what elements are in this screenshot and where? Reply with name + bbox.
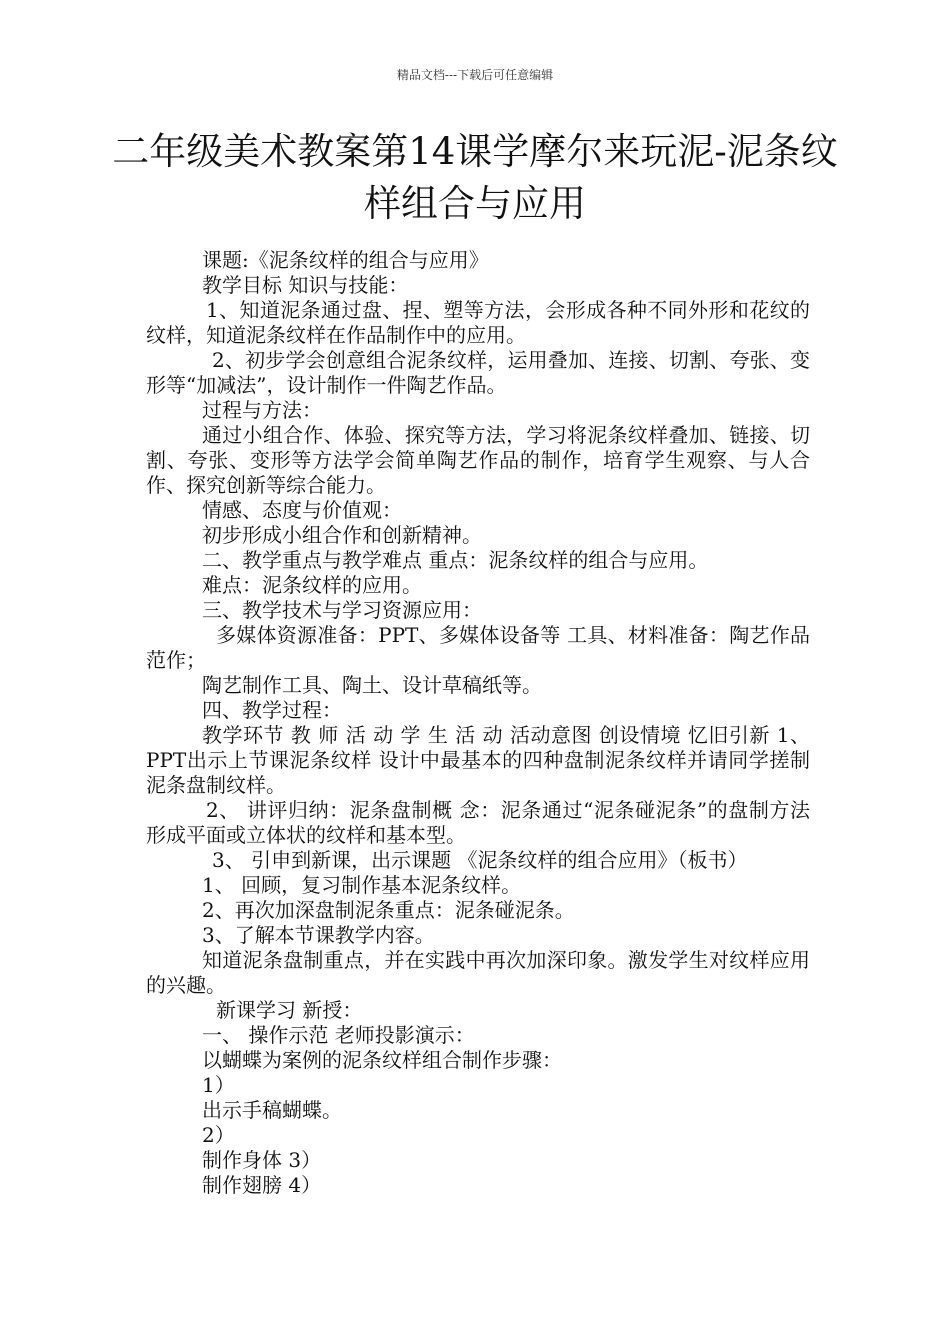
paragraph-activity-1: 教学环节 教 师 活 动 学 生 活 动 活动意图 创设情境 忆旧引新 1、 PPT出示上节课泥条纹样 设计中最基本的四种盘制泥条纹样并请同学搓制泥条盘制纹样。 xyxy=(146,723,810,797)
document-body xyxy=(146,248,810,1198)
paragraph-step-3-text: 制作翅膀 4） xyxy=(202,1173,322,1197)
paragraph-step-2: 2） xyxy=(202,1123,235,1147)
paragraph-review-2: 2、再次加深盘制泥条重点：泥条碰泥条。 xyxy=(202,898,575,922)
paragraph-objective-1: 1、知道泥条通过盘、捏、塑等方法，会形成各种不同外形和花纹的纹样，知道泥条纹样在作品制作中的应用。 xyxy=(146,298,810,347)
paragraph-demo: 一、 操作示范 老师投影演示： xyxy=(202,1023,475,1047)
paragraph-resources-text: 多媒体资源准备：PPT、多媒体设备等 工具、材料准备：陶艺作品范作； xyxy=(146,623,810,672)
paragraph-key-points: 二、教学重点与教学难点 重点：泥条纹样的组合与应用。 xyxy=(202,548,709,572)
paragraph-tools: 陶艺制作工具、陶土、设计草稿纸等。 xyxy=(202,673,542,697)
paragraph-intent: 知道泥条盘制重点，并在实践中再次加深印象。激发学生对纹样应用的兴趣。 xyxy=(146,948,810,997)
paragraph-review-3: 3、了解本节课教学内容。 xyxy=(202,923,435,947)
paragraph-emotion-heading: 情感、态度与价值观： xyxy=(202,498,402,522)
paragraph-review-1: 1、 回顾，复习制作基本泥条纹样。 xyxy=(202,873,522,897)
paragraph-topic: 课题:《泥条纹样的组合与应用》 xyxy=(202,248,489,272)
document-title: 二年级美术教案第14课学摩尔来玩泥-泥条纹样组合与应用 xyxy=(112,130,838,225)
paragraph-butterfly-steps: 以蝴蝶为案例的泥条纹样组合制作步骤： xyxy=(202,1048,562,1072)
paragraph-objectives: 教学目标 知识与技能： xyxy=(202,273,409,297)
paragraph-activity-2: 2、 讲评归纳：泥条盘制概 念：泥条通过“泥条碰泥条”的盘制方法形成平面或立体状的纹样和基本型。 xyxy=(146,798,810,847)
paragraph-difficulty: 难点：泥条纹样的应用。 xyxy=(202,573,422,597)
paragraph-objective-2: 2、初步学会创意组合泥条纹样，运用叠加、连接、切割、夸张、变形等“加减法”，设计制作一件陶艺作品。 xyxy=(146,348,810,397)
paragraph-resources-heading: 三、教学技术与学习资源应用： xyxy=(202,598,482,622)
page-header: 精品文档---下载后可任意编辑 xyxy=(396,68,554,82)
paragraph-step-1-text: 出示手稿蝴蝶。 xyxy=(202,1098,342,1122)
paragraph-emotion-text: 初步形成小组合作和创新精神。 xyxy=(202,523,482,547)
paragraph-process-title: 四、教学过程： xyxy=(202,698,342,722)
paragraph-step-2-text: 制作身体 3） xyxy=(202,1148,322,1172)
paragraph-process-heading: 过程与方法： xyxy=(202,398,322,422)
paragraph-process-text: 通过小组合作、体验、探究等方法，学习将泥条纹样叠加、链接、切割、夸张、变形等方法学会简单陶艺作品的制作，培育学生观察、与人合作、探究创新等综合能力。 xyxy=(146,423,810,497)
paragraph-activity-3: 3、 引申到新课，出示课题 《泥条纹样的组合应用》（板书） xyxy=(212,848,748,872)
paragraph-step-1: 1） xyxy=(202,1073,235,1097)
paragraph-new-lesson: 新课学习 新授： xyxy=(216,998,363,1022)
